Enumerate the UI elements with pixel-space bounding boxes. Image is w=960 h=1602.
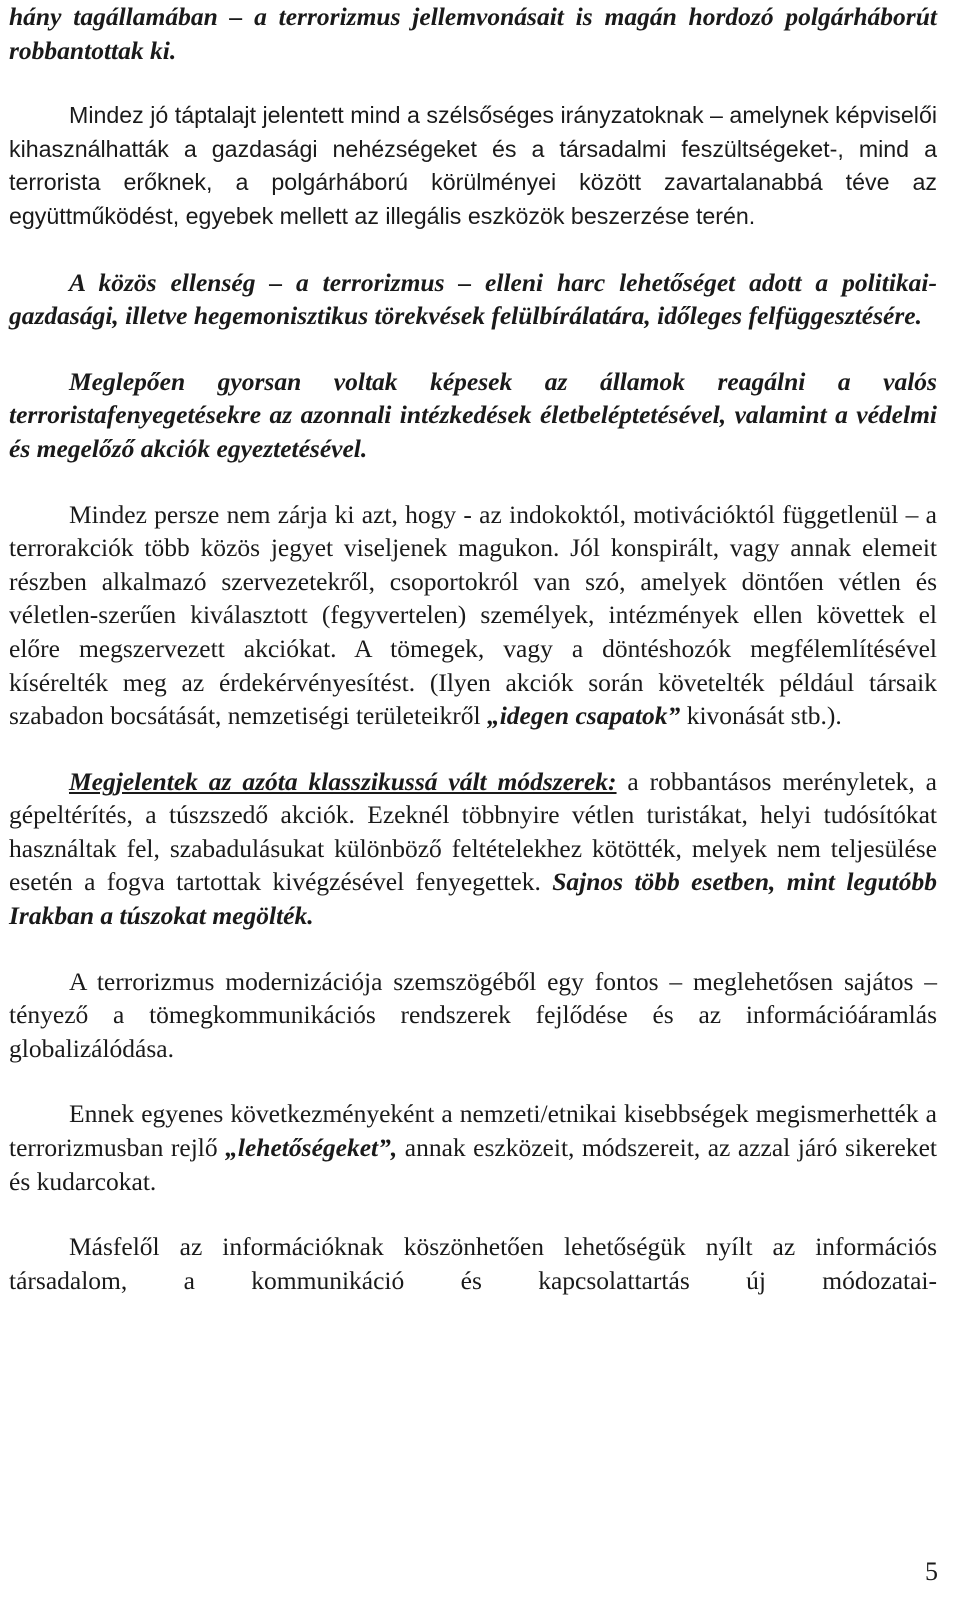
emphasis-segment: „lehetőségeket”, — [225, 1133, 398, 1163]
paragraph-continuation: hány tagállamában – a terrorizmus jellemvonásait is magán hordozó polgárháborút robbantottak ki. — [9, 2, 937, 65]
text-segment: Mindez persze nem zárja ki azt, hogy - az indokoktól, motivációktól függetlenül – a terrorakciók több közös jegyet viseljenek magukon. Jól konspirált, vagy annak elemeit részben alkalmazó szervezetekről, csoportokról van szó, amelyek döntően vétlen és véletlen-szerűen kiválasztott (fegyvertelen) személyek, intézmények ellen követtek el előre megszervezett akciókat. A tömegek, vagy a döntéshozók megfélemlítésével kísérelték meg az érdekérvényesítést. (Ilyen akciók során követelték például társaik szabadon bocsátását, nemzetiségi területeikről — [9, 499, 937, 731]
body-text — [9, 0, 937, 1297]
paragraph-common-enemy: A közös ellenség – a terrorizmus – elleni harc lehetőséget adott a politikai-gazdasági, illetve hegemonisztikus törekvések felülbírálatára, időleges felfüggesztésére. — [9, 267, 937, 331]
paragraph-mindez: Mindez jó táptalajt jelentett mind a szélsőséges irányzatoknak – amelynek képviselői kihasználhatták a gazdasági nehézségeket és a társadalmi feszültségeket-, mind a terrorista erőknek, a polgárháború körülményei között zavartalanabbá téve az együttműködést, egyebek mellett az illegális eszközök beszerzése terén. — [9, 102, 937, 229]
paragraph-common-features — [9, 498, 937, 733]
emphasis-segment: Sajnos több esetben, mint legutóbb Irakban a túszokat megölték. — [9, 867, 937, 931]
emphasis-segment: „idegen csapatok” — [486, 701, 681, 731]
paragraph-information: Másfelől az információknak köszönhetően lehetőségük nyílt az információs társadalom, a kommunikáció és kapcsolattartás új módozatai- — [9, 1232, 937, 1295]
emphasis-segment: Megjelentek az azóta klasszikussá vált módszerek: — [69, 766, 617, 796]
paragraph-modernization: A terrorizmus modernizációja szemszögéből egy fontos – meglehetősen sajátos – tényező a tömegkommunikációs rendszerek fejlődése és az információáramlás globalizálódása. — [9, 966, 937, 1063]
text-segment: kivonását stb.). — [680, 701, 842, 731]
paragraph-methods — [9, 765, 937, 933]
page-number: 5 — [925, 1557, 938, 1586]
paragraph-minorities — [9, 1097, 937, 1198]
paragraph-states-reaction: Meglepően gyorsan voltak képesek az államok reagálni a valós terroristafenyegetésekre az azonnali intézkedések életbeléptetésével, valamint a védelmi és megelőző akciók egyeztetésével. — [9, 366, 937, 463]
text-segment: Ennek egyenes következményeként a nemzeti/etnikai kisebbségek megismerhették a terrorizmusban rejlő — [9, 1099, 937, 1163]
text-segment: annak eszközeit, módszereit, az azzal járó sikereket és kudarcokat. — [9, 1133, 937, 1196]
text-segment: a robbantásos merényletek, a gépeltérítés, a túszszedő akciók. Ezeknél többnyire vétlen turistákat, helyi tudósítókat használtak fel, szabadulásukat különböző feltételekhez kötötték, melyek nem teljesülése esetén a fogva tartottak kivégzésével fenyegettek. — [9, 766, 937, 897]
